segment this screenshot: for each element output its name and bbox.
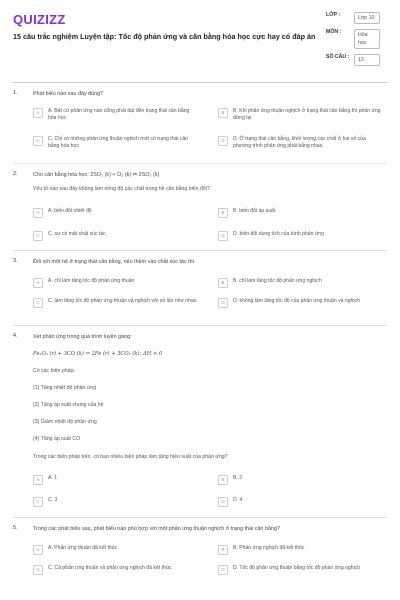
option-text: C. 3: [48, 497, 58, 503]
option-text: D. không làm tăng tốc độ của phản ứng thuận và nghịch: [233, 298, 360, 304]
option-b[interactable]: [218, 108, 383, 122]
option-c[interactable]: [33, 565, 198, 575]
option-letter: D: [218, 136, 228, 146]
option-text: A. 1: [48, 475, 58, 481]
subject-value: Hóa học: [354, 29, 380, 49]
question-count-value: 13: [354, 54, 380, 66]
question-text: Xét phản ứng trong quá trình luyện gang:: [33, 334, 132, 340]
reaction-formula: Fe₂O₃ (r) + 3CO (k) ⇌ 2Fe (r) + 3CO₂ (k); ΔH > 0: [33, 351, 163, 357]
option-text: C. sự có mặt chất xúc tác: [48, 231, 106, 237]
option-text: D. 4: [233, 497, 243, 503]
question-number: 4.: [13, 333, 18, 339]
option-letter: B: [218, 545, 228, 555]
option-letter: C: [33, 565, 43, 575]
option-text: A. biến đổi nhiệt độ: [48, 208, 92, 214]
question-text: Trong các phát biểu sau, phát biểu nào phù hợp với một phản ứng thuận nghịch ở trạng thái cân bằng?: [33, 526, 280, 532]
question-divider: [13, 517, 387, 518]
option-c[interactable]: [33, 231, 198, 241]
worksheet-meta: [326, 12, 388, 71]
option-c[interactable]: [33, 136, 198, 150]
option-text: D. Ở trạng thái cân bằng, khối lượng các chất ở hai vế của phương trình phản ứng phải bằng nhau: [233, 136, 366, 149]
method-3: (3) Giảm nhiệt độ phản ứng: [33, 419, 97, 425]
option-text: D. biến đổi dung tích của bình phản ứng: [233, 231, 324, 237]
option-text: B. Phản ứng nghịch đã kết thúc: [233, 545, 305, 551]
option-letter: B: [218, 475, 228, 485]
option-letter: A: [33, 475, 43, 485]
question-divider: [13, 325, 387, 326]
option-letter: C: [33, 136, 43, 146]
question-subtext: Yếu tố nào sau đây không làm nồng độ các chất trong hệ cân bằng biến đổi?: [33, 186, 210, 192]
option-c[interactable]: [33, 497, 198, 507]
option-a[interactable]: [33, 278, 198, 288]
grade-label: LỚP :: [326, 12, 341, 18]
grade-value: Lớp 10: [354, 12, 380, 24]
option-d[interactable]: [218, 231, 383, 241]
methods-intro: Có các biện pháp:: [33, 368, 75, 374]
option-letter: B: [218, 278, 228, 288]
worksheet-header: [0, 0, 400, 78]
method-1: (1) Tăng nhiệt độ phản ứng: [33, 385, 97, 391]
option-c[interactable]: [33, 298, 198, 308]
option-text: C. làm tăng tốc độ phản ứng thuận và nghịch với số lần như nhau: [48, 298, 197, 304]
option-letter: D: [218, 565, 228, 575]
option-text: A. Phản ứng thuận đã kết thúc: [48, 545, 118, 551]
option-a[interactable]: [33, 208, 198, 218]
header-divider: [13, 82, 387, 83]
option-text: A. chỉ làm tăng tốc độ phản ứng thuận: [48, 278, 135, 284]
option-d[interactable]: [218, 298, 383, 308]
option-b[interactable]: [218, 208, 383, 218]
option-text: C. Chỉ có những phản ứng thuận nghịch mới có trạng thái cân bằng hóa học: [48, 136, 189, 149]
question-stem: Cho cân bằng hóa học: 2SO₂ (k) + O₂ (k) ⇌ 2SO₃ (k): [33, 172, 160, 178]
option-b[interactable]: [218, 545, 383, 555]
option-a[interactable]: [33, 475, 198, 485]
question-text: Phát biểu nào sau đây đúng?: [33, 91, 104, 97]
question-number: 3.: [13, 258, 18, 264]
option-letter: A: [33, 108, 43, 118]
question-divider: [13, 163, 387, 164]
method-4: (4) Tăng áp suất CO: [33, 436, 81, 442]
option-text: B. biến đổi áp suất: [233, 208, 276, 214]
option-letter: B: [218, 108, 228, 118]
option-letter: A: [33, 545, 43, 555]
option-letter: A: [33, 278, 43, 288]
option-letter: C: [33, 231, 43, 241]
option-text: D. Tốc độ phản ứng thuận bằng tốc độ phản ứng nghịch: [233, 565, 361, 571]
option-d[interactable]: [218, 497, 383, 507]
option-a[interactable]: [33, 545, 198, 555]
method-2: (2) Tăng áp suất chung của hệ: [33, 402, 104, 408]
option-letter: D: [218, 497, 228, 507]
option-letter: B: [218, 208, 228, 218]
option-text: B. chỉ làm tăng tốc độ phản ứng nghịch: [233, 278, 322, 284]
option-text: B. Khi phản ứng thuận nghịch ở trạng thái cân bằng thì phản ứng dừng lại: [233, 108, 381, 121]
option-text: C. Cả phản ứng thuận và phản ứng nghịch đã kết thúc: [48, 565, 172, 571]
question-count-label: SỐ CÂU :: [326, 54, 350, 60]
option-letter: C: [33, 497, 43, 507]
question-prompt: Trong các biện pháp trên, có bao nhiêu biện pháp làm tăng hiệu suất của phản ứng?: [33, 454, 228, 460]
option-letter: D: [218, 298, 228, 308]
quizizz-logo[interactable]: QUIZIZZ: [13, 12, 66, 27]
option-letter: C: [33, 298, 43, 308]
subject-label: MÔN :: [326, 29, 342, 35]
option-d[interactable]: [218, 565, 383, 575]
question-text: [33, 171, 387, 179]
question-number: 2.: [13, 171, 18, 177]
option-text: A. Bất cứ phản ứng nào cũng phải đạt đến trạng thái cân bằng hóa học: [48, 108, 190, 121]
option-d[interactable]: [218, 136, 383, 150]
question-number: 1.: [13, 90, 18, 96]
worksheet-title: 15 câu trắc nghiệm Luyện tập: Tốc độ phản ứng và cân bằng hóa học cực hay có đáp án: [13, 32, 316, 41]
option-a[interactable]: [33, 108, 198, 122]
option-b[interactable]: [218, 278, 383, 288]
question-text: Đối với một hệ ở trạng thái cân bằng, nếu thêm vào chất xúc tác thì: [33, 259, 195, 265]
question-divider: [13, 250, 387, 251]
option-letter: D: [218, 231, 228, 241]
option-text: B. 2: [233, 475, 243, 481]
question-number: 5.: [13, 525, 18, 531]
option-letter: A: [33, 208, 43, 218]
option-b[interactable]: [218, 475, 383, 485]
